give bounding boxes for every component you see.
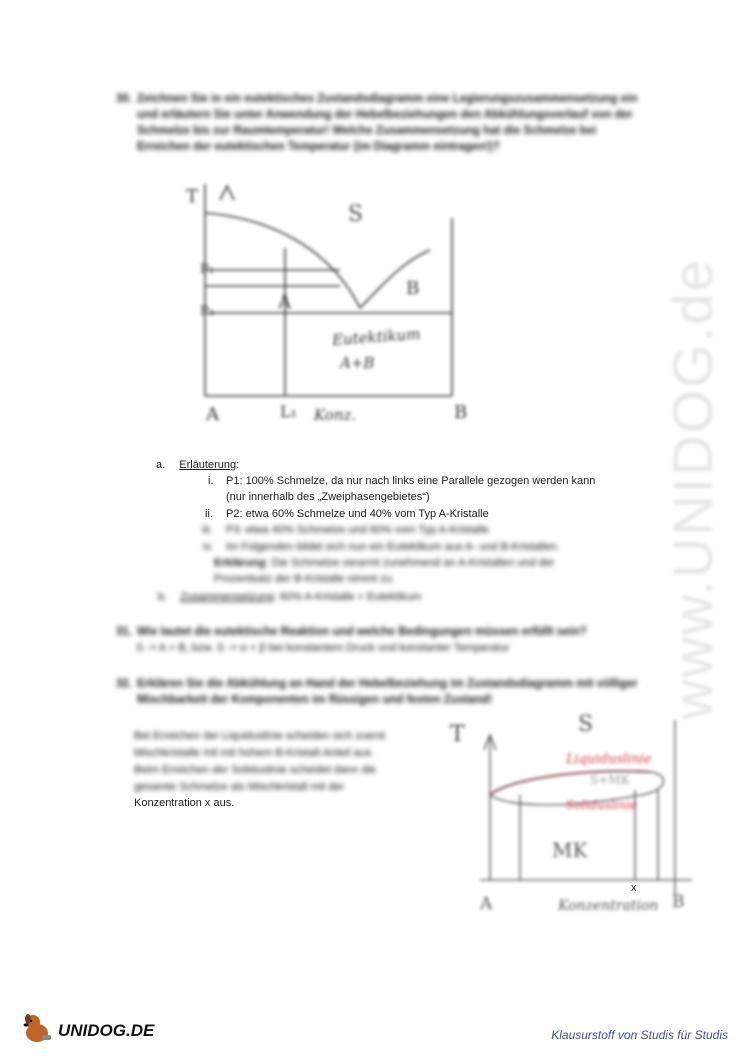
erklaerung-label: Erklärung <box>214 557 266 569</box>
answer-32-last-line: Konzentration x aus. <box>134 797 235 809</box>
diagram2-T-label: T <box>450 722 465 747</box>
list-marker-a: a. <box>156 459 166 471</box>
eutectic-diagram <box>180 178 470 440</box>
erlaeuterung-colon: : <box>236 459 240 471</box>
unidog-logo <box>22 1013 182 1047</box>
diagram2-axis-B: B <box>672 892 685 912</box>
logo-text: UNIDOG.DE <box>58 1021 155 1040</box>
question-number: 30. <box>116 93 132 105</box>
question-30 <box>116 91 676 157</box>
question-number: 31. <box>116 626 132 638</box>
list-item-iv: Im Folgenden bildet sich nun ein Eutektikum aus A- und B-Kristallen. <box>226 541 560 553</box>
answer-32-line: Bei Erreichen der Liquiduslinie scheiden sich zuerst <box>134 730 386 742</box>
list-marker-b: b. <box>158 591 168 603</box>
diagram1-ab-label: A+B <box>340 354 375 372</box>
diagram1-axis-B: B <box>454 402 468 423</box>
list-marker-i: i. <box>208 475 214 487</box>
question-number: 32. <box>116 678 132 690</box>
diagram1-T-label: T <box>186 186 199 207</box>
question-text: Zeichnen Sie in ein eutektisches Zustandsdiagramm eine Legierungszusammensetzung ein und erläutern Sie unter Anwendung der Hebelbeziehungen den Abkühlungsverlauf von der Schmelze bis zur Raumtemperatur! Welche Zusammensetzung hat die Schmelze bei Erreichen der eutektischen Temperatur (im Diagramm eintragen!)? <box>137 93 638 153</box>
diagram2-axis-konz: Konzentration <box>558 898 659 914</box>
list-item-i: P1: 100% Schmelze, da nur nach links eine Parallele gezogen werden kann <box>226 475 596 487</box>
erklaerung-text: : Die Schmelze verarmt zunehmend an A-Kristallen und der <box>265 557 555 569</box>
erlaeuterung-label: Erläuterung <box>179 459 237 471</box>
list-item-iii: P3: etwa 40% Schmelze und 60% vom Typ A-Kristalle <box>226 524 489 536</box>
diagram1-axis-L1: L₁ <box>280 402 298 421</box>
answer-32-line: Mischkristalle mit mit hohem B-Kristall-Anteil aus. <box>134 747 375 759</box>
diagram1-P3-label: P₃ <box>200 304 214 319</box>
diagram2-smk-label: S+MK <box>590 773 630 787</box>
footer-tagline: Klausurstoff von Studis für Studis <box>551 1028 728 1042</box>
diagram1-axis-konz: Konz. <box>314 406 357 424</box>
diagram2-S-label: S <box>578 712 594 737</box>
diagram1-eutektikum-label: Eutektikum <box>331 324 421 350</box>
list-marker-ii: ii. <box>205 508 213 520</box>
diagram1-axis-A: A <box>206 404 219 425</box>
question-31 <box>116 624 676 642</box>
erklaerung-text-cont: Prozentsatz der B-Kristalle nimmt zu. <box>214 573 395 585</box>
answer-32-line: gesamte Schmelze als Mischkristall mit der <box>134 781 345 793</box>
diagram2-axis-A: A <box>480 894 493 914</box>
question-text: Wie lautet die eutektische Reaktion und welche Bedingungen müssen erfüllt sein? <box>137 626 587 638</box>
answer-32 <box>134 728 385 796</box>
answer-31: S -> A + B, bzw. S -> α + β bei konstantem Druck und konstanter Temperatur <box>136 642 510 654</box>
zusammensetzung-label: Zusammensetzung <box>180 591 274 603</box>
zusammensetzung-text: : 60% A-Kristalle + Eutektikum <box>273 591 422 603</box>
diagram1-S-label: S <box>348 202 364 227</box>
list-marker-iii: iii. <box>202 524 213 536</box>
watermark: www.UNIDOG.de <box>661 258 724 720</box>
dog-icon <box>22 1013 56 1045</box>
diagram2-mk-label: MK <box>552 838 588 862</box>
diagram2-liquidus-label: Liquiduslinie <box>566 752 652 767</box>
diagram2-solidus-label: Soliduslinie <box>566 798 638 812</box>
question-text: Erklären Sie die Abkühlung an Hand der Hebelbeziehung im Zustandsdiagramm mit völliger Mischbarkeit der Komponenten im flüssigen und festen Zustand! <box>137 678 638 706</box>
list-item-i-cont: (nur innerhalb des „Zweiphasengebietes“) <box>226 491 430 503</box>
diagram1-A-region: A <box>278 292 291 313</box>
diagram1-B-region: B <box>406 278 420 299</box>
list-marker-iv: iv. <box>203 541 214 553</box>
diagram1-P1-label: P₁ <box>200 262 214 277</box>
answer-32-line: Beim Erreichen der Soliduslinie scheidet dann die <box>134 764 377 776</box>
diagram2-x-label: x <box>631 882 637 894</box>
list-item-ii: P2: etwa 60% Schmelze und 40% vom Typ A-Kristalle <box>226 508 489 520</box>
